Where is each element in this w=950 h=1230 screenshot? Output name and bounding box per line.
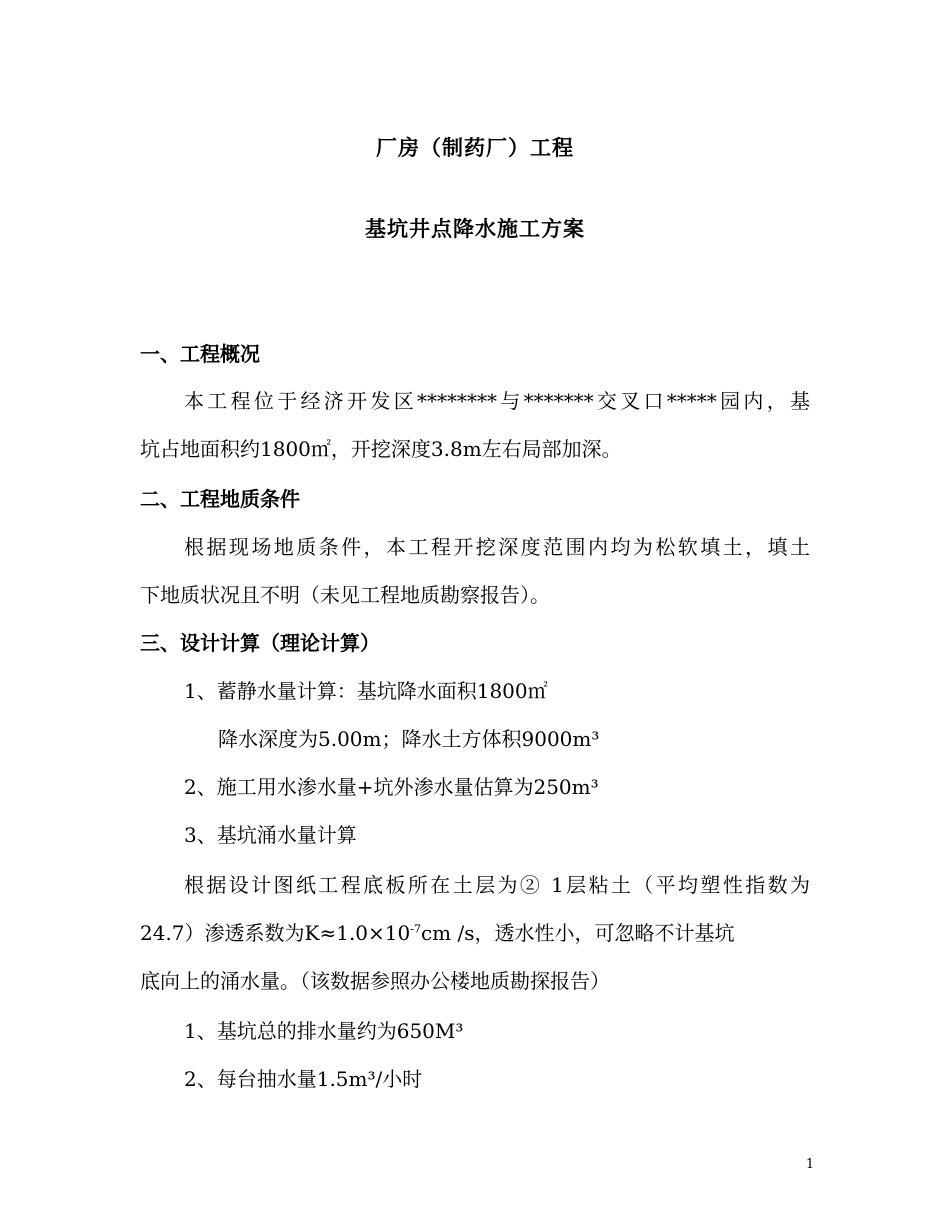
inflow-paragraph-line-1: 根据设计图纸工程底板所在土层为② 1层粘土（平均塑性指数为	[184, 873, 810, 897]
section-heading-overview: 一、工程概况	[140, 342, 260, 366]
calc-item-static-water: 1、蓄静水量计算：基坑降水面积1800㎡	[184, 679, 548, 703]
overview-paragraph-line-2: 坑占地面积约1800㎡，开挖深度3.8m左右局部加深。	[140, 437, 622, 461]
calc-item-dewatering-depth: 降水深度为5.00m；降水土方体积9000m³	[218, 727, 600, 751]
geology-paragraph-line-1: 根据现场地质条件，本工程开挖深度范围内均为松软填土，填土	[184, 535, 810, 559]
calc-item-inflow: 3、基坑涌水量计算	[184, 823, 357, 847]
permeability-text: 24.7）渗透系数为$K\approx 1.0\times 10^{-7}cm$ /s，透水性小，可忽略不计基坑	[140, 921, 735, 945]
geology-paragraph-line-2: 下地质状况且不明（未见工程地质勘察报告）。	[140, 583, 550, 607]
exponent: -7	[410, 922, 421, 936]
calc-item-seepage: 2、施工用水渗水量+坑外渗水量估算为250m³	[184, 775, 599, 799]
overview-paragraph-line-1: 本工程位于经济开发区********与*******交叉口*****园内，基	[184, 389, 810, 413]
calc-item-pump-rate: 2、每台抽水量1.5m³/小时	[184, 1067, 423, 1091]
document-title: 厂房（制药厂）工程	[376, 136, 574, 160]
section-heading-geology: 二、工程地质条件	[140, 487, 300, 511]
section-heading-design-calc: 三、设计计算（理论计算）	[140, 631, 380, 655]
calc-item-total-drainage: 1、基坑总的排水量约为650M³	[184, 1019, 464, 1043]
page-number: 1	[805, 1157, 815, 1172]
inflow-paragraph-line-3: 底向上的涌水量。（该数据参照办公楼地质勘探报告）	[140, 969, 610, 993]
inflow-paragraph-line-2	[140, 921, 810, 945]
document-subtitle: 基坑井点降水施工方案	[365, 217, 585, 241]
